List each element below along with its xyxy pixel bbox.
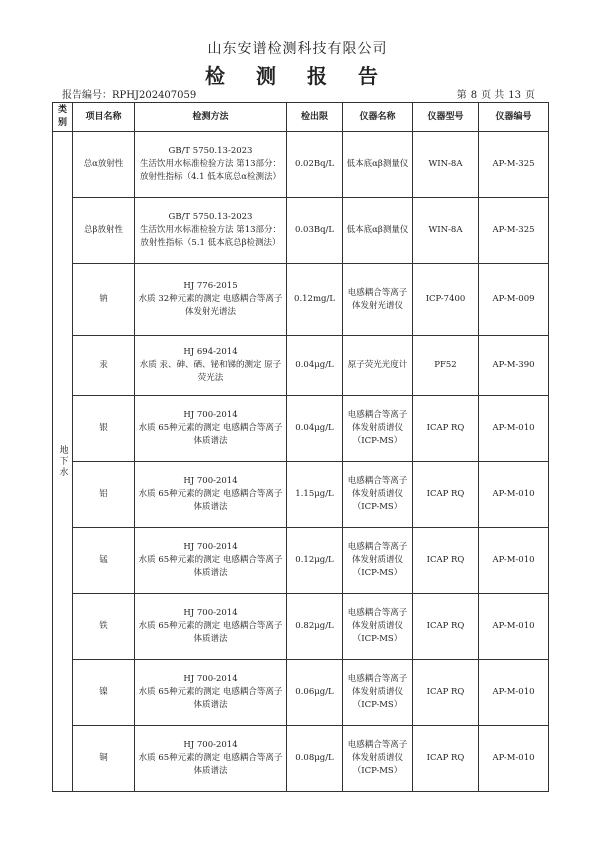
table-row (53, 396, 549, 462)
method-cell (135, 264, 287, 336)
instrument-number: AP-M-009 (479, 264, 549, 336)
method-text: 水质 65种元素的测定 电感耦合等离子体质谱法 (138, 621, 283, 644)
instrument-model: WIN-8A (413, 198, 479, 264)
method-text: 水质 65种元素的测定 电感耦合等离子体质谱法 (138, 687, 283, 710)
report-number: 报告编号：RPHJ202407059 (62, 90, 197, 101)
table-row (53, 132, 549, 198)
method-code: GB/T 5750.13-2023 (168, 146, 253, 156)
item-name: 钠 (73, 264, 135, 336)
detection-limit: 1.15μg/L (287, 462, 343, 528)
page-total: 13 (508, 90, 521, 101)
instrument-name: 电感耦合等离子体发射质谱仪（ICP-MS） (343, 594, 413, 660)
method-cell (135, 660, 287, 726)
page-indicator (455, 86, 537, 101)
table-row (53, 336, 549, 396)
method-cell (135, 198, 287, 264)
method-text: 水质 32种元素的测定 电感耦合等离子体发射光谱法 (138, 294, 283, 317)
page-suffix: 页 (525, 90, 535, 101)
method-text: 生活饮用水标准检验方法 第13部分：放射性指标（5.1 低本底总β检测法） (139, 225, 282, 248)
instrument-number: AP-M-010 (479, 396, 549, 462)
instrument-name: 低本底αβ测量仪 (343, 198, 413, 264)
instrument-name: 原子荧光光度计 (343, 336, 413, 396)
instrument-model: ICAP RQ (413, 594, 479, 660)
header-item: 项目名称 (73, 103, 135, 132)
instrument-name: 低本底αβ测量仪 (343, 132, 413, 198)
method-code: HJ 700-2014 (183, 410, 238, 420)
item-name: 总α放射性 (73, 132, 135, 198)
method-code: HJ 776-2015 (183, 281, 238, 291)
detection-limit: 0.04μg/L (287, 336, 343, 396)
header-instrument: 仪器名称 (343, 103, 413, 132)
instrument-name: 电感耦合等离子体发射光谱仪 (343, 264, 413, 336)
instrument-name: 电感耦合等离子体发射质谱仪（ICP-MS） (343, 660, 413, 726)
table-row (53, 660, 549, 726)
table-row (53, 528, 549, 594)
instrument-model: ICP-7400 (413, 264, 479, 336)
instrument-model: ICAP RQ (413, 462, 479, 528)
method-code: HJ 700-2014 (183, 542, 238, 552)
table-header-row (53, 103, 549, 132)
item-name: 银 (73, 396, 135, 462)
method-text: 水质 汞、砷、硒、铋和锑的测定 原子荧光法 (139, 360, 282, 383)
instrument-number: AP-M-010 (479, 528, 549, 594)
instrument-name: 电感耦合等离子体发射质谱仪（ICP-MS） (343, 528, 413, 594)
category-cell: 地下水 (53, 132, 73, 792)
method-cell (135, 594, 287, 660)
method-cell (135, 528, 287, 594)
item-name: 铝 (73, 462, 135, 528)
method-cell (135, 396, 287, 462)
method-cell (135, 132, 287, 198)
method-text: 生活饮用水标准检验方法 第13部分：放射性指标（4.1 低本底总α检测法） (139, 159, 282, 182)
method-code: HJ 700-2014 (183, 674, 238, 684)
item-name: 锰 (73, 528, 135, 594)
table-body (53, 132, 549, 792)
table-row (53, 594, 549, 660)
detection-limit: 0.82μg/L (287, 594, 343, 660)
page-current: 8 (470, 90, 478, 101)
header-number: 仪器编号 (479, 103, 549, 132)
instrument-model: ICAP RQ (413, 660, 479, 726)
instrument-number: AP-M-325 (479, 198, 549, 264)
table-row (53, 726, 549, 792)
instrument-number: AP-M-010 (479, 726, 549, 792)
table-row (53, 198, 549, 264)
header-method: 检测方法 (135, 103, 287, 132)
instrument-number: AP-M-010 (479, 594, 549, 660)
page-prefix: 第 (456, 90, 467, 101)
method-code: GB/T 5750.13-2023 (168, 212, 253, 222)
method-code: HJ 700-2014 (183, 608, 238, 618)
item-name: 铜 (73, 726, 135, 792)
instrument-model: ICAP RQ (413, 528, 479, 594)
detection-limit: 0.12mg/L (287, 264, 343, 336)
instrument-number: AP-M-325 (479, 132, 549, 198)
instrument-number: AP-M-010 (479, 660, 549, 726)
instrument-model: ICAP RQ (413, 396, 479, 462)
detection-limit: 0.03Bq/L (287, 198, 343, 264)
detection-limit: 0.02Bq/L (287, 132, 343, 198)
method-code: HJ 694-2014 (183, 347, 238, 357)
header-limit: 检出限 (287, 103, 343, 132)
instrument-number: AP-M-010 (479, 462, 549, 528)
table-row (53, 264, 549, 336)
method-code: HJ 700-2014 (183, 740, 238, 750)
method-cell (135, 726, 287, 792)
method-text: 水质 65种元素的测定 电感耦合等离子体质谱法 (138, 489, 283, 512)
table-row (53, 462, 549, 528)
method-text: 水质 65种元素的测定 电感耦合等离子体质谱法 (138, 753, 283, 776)
item-name: 镍 (73, 660, 135, 726)
instrument-model: WIN-8A (413, 132, 479, 198)
results-table (52, 102, 549, 792)
instrument-name: 电感耦合等离子体发射质谱仪（ICP-MS） (343, 462, 413, 528)
instrument-model: ICAP RQ (413, 726, 479, 792)
instrument-name: 电感耦合等离子体发射质谱仪（ICP-MS） (343, 396, 413, 462)
item-name: 铁 (73, 594, 135, 660)
method-text: 水质 65种元素的测定 电感耦合等离子体质谱法 (138, 423, 283, 446)
header-category: 类别 (53, 103, 73, 132)
company-name: 山东安谱检测科技有限公司 (207, 41, 388, 57)
instrument-name: 电感耦合等离子体发射质谱仪（ICP-MS） (343, 726, 413, 792)
item-name: 总β放射性 (73, 198, 135, 264)
header-model: 仪器型号 (413, 103, 479, 132)
report-title: 检 测 报 告 (205, 64, 390, 88)
method-cell (135, 462, 287, 528)
method-cell (135, 336, 287, 396)
detection-limit: 0.12μg/L (287, 528, 343, 594)
detection-limit: 0.04μg/L (287, 396, 343, 462)
item-name: 汞 (73, 336, 135, 396)
method-code: HJ 700-2014 (183, 476, 238, 486)
detection-limit: 0.06μg/L (287, 660, 343, 726)
instrument-model: PF52 (413, 336, 479, 396)
method-text: 水质 65种元素的测定 电感耦合等离子体质谱法 (138, 555, 283, 578)
page-mid: 页 共 (481, 90, 505, 101)
instrument-number: AP-M-390 (479, 336, 549, 396)
detection-limit: 0.08μg/L (287, 726, 343, 792)
